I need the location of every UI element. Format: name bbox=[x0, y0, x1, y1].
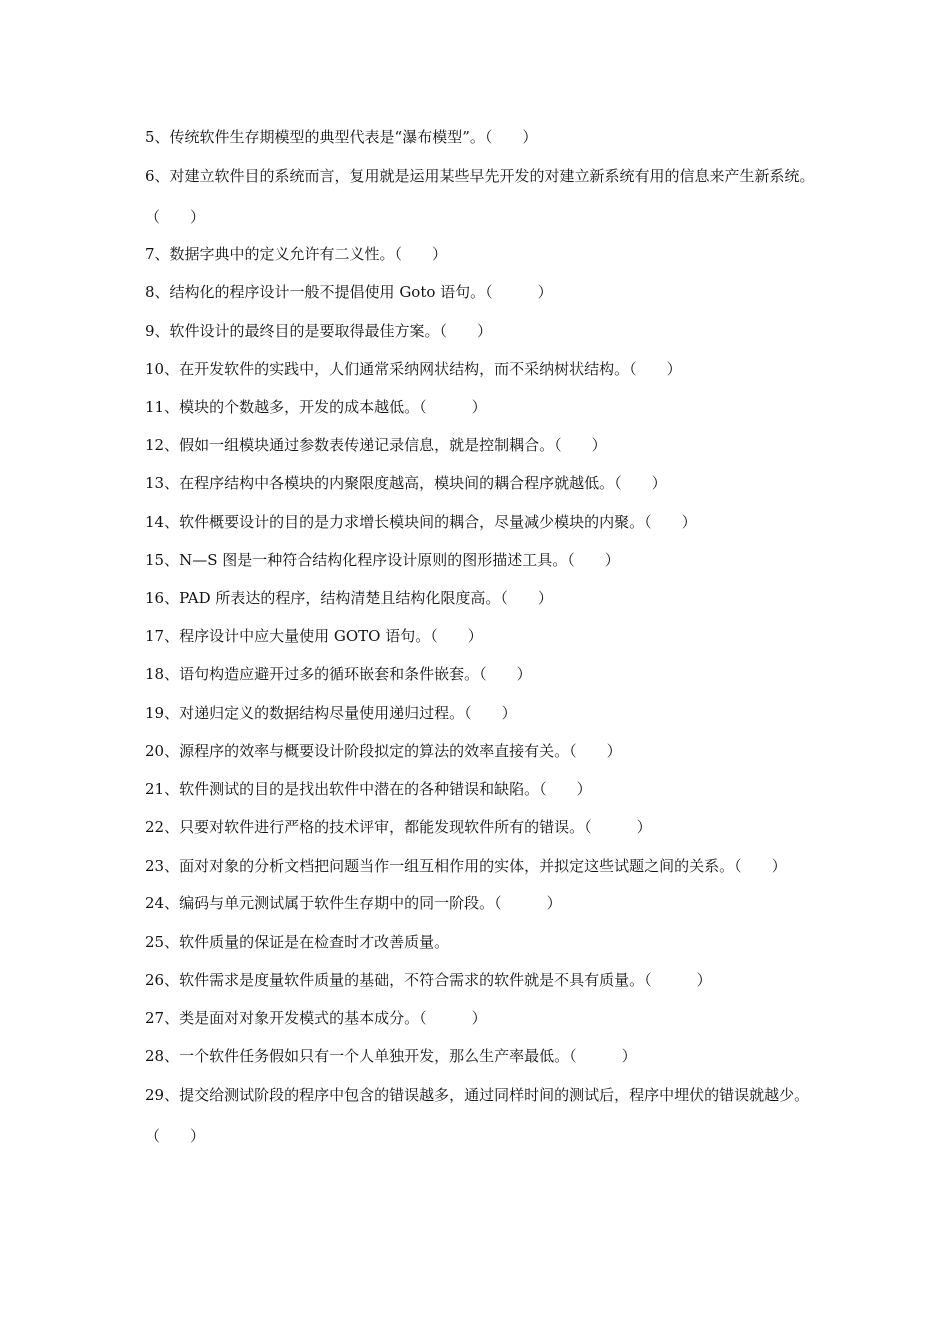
question-15: 15、N—S 图是一种符合结构化程序设计原则的图形描述工具。（ ） bbox=[145, 550, 620, 569]
question-7: 7、数据字典中的定义允许有二义性。（ ） bbox=[145, 245, 448, 264]
question-11: 11、模块的个数越多，开发的成本越低。（ ） bbox=[145, 398, 487, 417]
question-9: 9、软件设计的最终目的是要取得最佳方案。（ ） bbox=[145, 321, 493, 340]
question-5: 5、传统软件生存期模型的典型代表是“瀑布模型”。（ ） bbox=[145, 128, 538, 146]
question-19: 19、对递归定义的数据结构尽量使用递归过程。（ ） bbox=[145, 703, 517, 722]
question-29: 29、提交给测试阶段的程序中包含的错误越多，通过同样时间的测试后，程序中埋伏的错误就越少。（ ） bbox=[145, 1086, 810, 1146]
question-10: 10、在开发软件的实践中，人们通常采纳网状结构，而不采纳树状结构。（ ） bbox=[145, 359, 682, 378]
question-27: 27、类是面对对象开发模式的基本成分。（ ） bbox=[145, 1009, 487, 1028]
question-17: 17、程序设计中应大量使用 GOTO 语句。（ ） bbox=[145, 627, 483, 646]
question-22: 22、只要对软件进行严格的技术评审，都能发现软件所有的错误。（ ） bbox=[145, 818, 652, 837]
question-8: 8、结构化的程序设计一般不提倡使用 Goto 语句。（ ） bbox=[145, 283, 553, 302]
question-14: 14、软件概要设计的目的是力求增长模块间的耦合，尽量减少模块的内聚。（ ） bbox=[145, 512, 697, 531]
question-20: 20、源程序的效率与概要设计阶段拟定的算法的效率直接有关。（ ） bbox=[145, 741, 622, 760]
question-28: 28、一个软件任务假如只有一个人单独开发，那么生产率最低。（ ） bbox=[145, 1047, 637, 1066]
question-6: 6、对建立软件目的系统而言，复用就是运用某些早先开发的对建立新系统有用的信息来产生新系统。（ ） bbox=[145, 167, 815, 227]
question-21: 21、软件测试的目的是找出软件中潜在的各种错误和缺陷。（ ） bbox=[145, 780, 592, 799]
question-24: 24、编码与单元测试属于软件生存期中的同一阶段。（ ） bbox=[145, 894, 562, 913]
question-12: 12、假如一组模块通过参数表传递记录信息，就是控制耦合。（ ） bbox=[145, 436, 607, 455]
question-25: 25、软件质量的保证是在检查时才改善质量。 bbox=[145, 932, 450, 951]
question-23: 23、面对对象的分析文档把问题当作一组互相作用的实体，并拟定这些试题之间的关系。（ ） bbox=[145, 857, 787, 876]
question-18: 18、语句构造应避开过多的循环嵌套和条件嵌套。（ ） bbox=[145, 665, 532, 684]
question-26: 26、软件需求是度量软件质量的基础，不符合需求的软件就是不具有质量。（ ） bbox=[145, 970, 712, 989]
question-list bbox=[145, 118, 815, 1154]
question-13: 13、在程序结构中各模块的内聚限度越高，模块间的耦合程序就越低。（ ） bbox=[145, 474, 667, 493]
question-16: 16、PAD 所表达的程序，结构清楚且结构化限度高。（ ） bbox=[145, 589, 553, 608]
